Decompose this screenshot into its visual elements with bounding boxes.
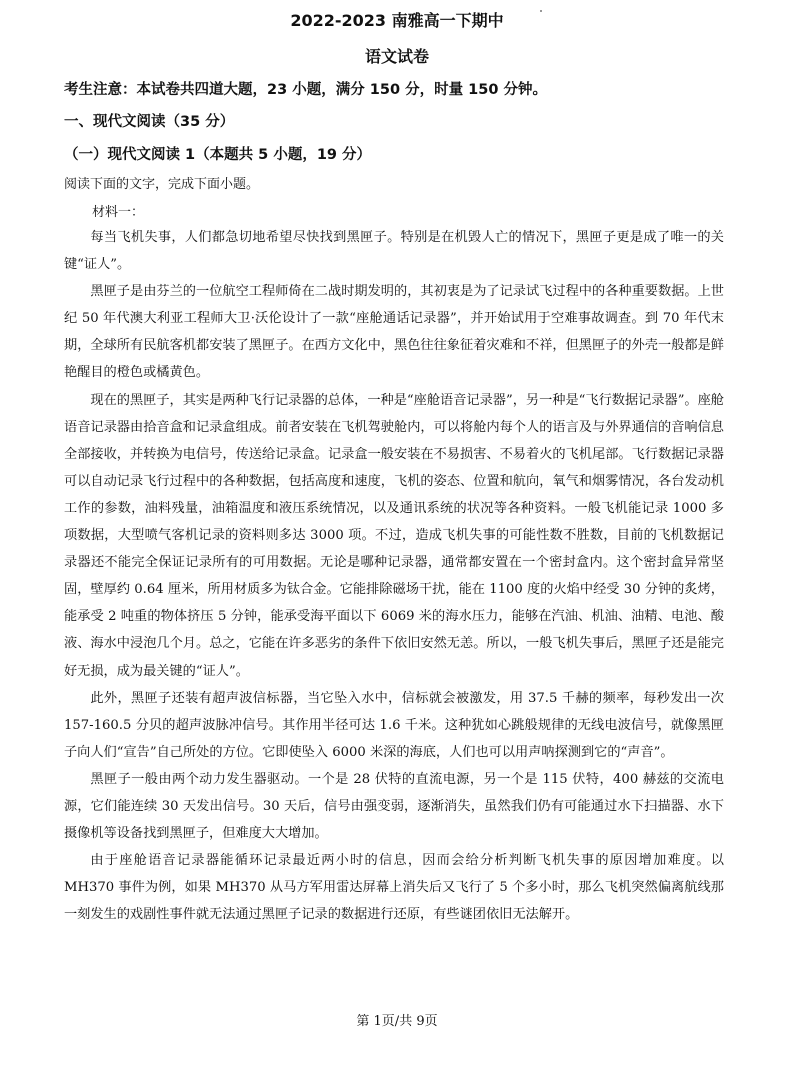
page-footer: 第 1页/共 9页 (356, 1014, 438, 1029)
paragraph: 黑匣子一般由两个动力发生器驱动。一个是 28 伏特的直流电源，另一个是 115 伏特，400 赫兹的交流电源，它们能连续 30 天发出信号。30 天后，信号由强变弱，逐渐消失，虽然我们仍有可能通过水下扫描器、水下摄像机等设备找到黑匣子，但难度大大增加。 (64, 771, 724, 842)
exam-notice: 考生注意：本试卷共四道大题，23 小题，满分 150 分，时量 150 分钟。 (64, 82, 547, 98)
paragraph: 此外，黑匣子还装有超声波信标器，当它坠入水中，信标就会被激发，用 37.5 千赫的频率，每秒发出一次 157-160.5 分贝的超声波脉冲信号。其作用半径可达 1.6 千米。这种犹如心跳般规律的无线电波信号，就像黑匣子向人们“宣告”自己所处的方位。它即使坠入 6000 米深的海底，人们也可以用声呐探测到它的“声音”。 (64, 690, 724, 760)
paragraph: 黑匣子是由芬兰的一位航空工程师倚在二战时期发明的，其初衷是为了记录试飞过程中的各种重要数据。上世纪 50 年代澳大利亚工程师大卫·沃伦设计了一款“座舱通话记录器”，并开始试用于空难事故调查。到 70 年代末期，全球所有民航客机都安装了黑匣子。在西方文化中，黑色往往象征着灾难和不祥，但黑匣子的外壳一般都是鲜艳醒目的橙色或橘黄色。 (64, 284, 724, 381)
material-label: 材料一： (92, 205, 145, 220)
passage-body (64, 224, 724, 928)
paragraph: 每当飞机失事，人们都急切地希望尽快找到黑匣子。特别是在机毁人亡的情况下，黑匣子更是成了唯一的关键“证人”。 (64, 230, 724, 273)
subsection-heading: （一）现代文阅读 1（本题共 5 小题，19 分） (64, 147, 372, 163)
paragraph: 现在的黑匣子，其实是两种飞行记录器的总体，一种是“座舱语音记录器”，另一种是“飞行数据记录器”。座舱语音记录器由拾音盒和记录盒组成。前者安装在飞机驾驶舱内，可以将舱内每个人的语言及与外界通信的音响信息全部接收，并转换为电信号，传送给记录盒。记录盒一般安装在不易损害、不易着火的飞机尾部。飞行数据记录器可以自动记录飞行过程中的各种数据，包括高度和速度，飞机的姿态、位置和航向，氧气和烟雾情况，各台发动机工作的参数，油料残量，油箱温度和液压系统情况，以及通讯系统的状况等各种资料。一般飞机能记录 1000 多项数据，大型喷气客机记录的资料则多达 3000 项。不过，造成飞机失事的可能性数不胜数，目前的飞机数据记录器还不能完全保证记录所有的可用数据。无论是哪种记录器，通常都安置在一个密封盒内。这个密封盒异常坚固，壁厚约 0.64 厘米，所用材质多为钛合金。它能排除磁场干扰，能在 1100 度的火焰中经受 30 分钟的炙烤，能承受 2 吨重的物体挤压 5 分钟，能承受海平面以下 6069 米的海水压力，能够在汽油、机油、油精、电池、酸液、海水中浸泡几个月。总之，它能在许多恶劣的条件下依旧安然无恙。所以，一般飞机失事后，黑匣子还是能完好无损，成为最关键的“证人”。 (64, 392, 724, 679)
exam-subtitle: 语文试卷 (364, 47, 429, 66)
paragraph: 由于座舱语音记录器能循环记录最近两小时的信息，因而会给分析判断飞机失事的原因增加难度。以 MH370 事件为例，如果 MH370 从马方军用雷达屏幕上消失后又飞行了 5 个多小时，那么飞机突然偏离航线那一刻发生的戏剧性事件就无法通过黑匣子记录的数据进行还原，有些谜团依旧无法解开。 (64, 853, 724, 923)
reading-instruction: 阅读下面的文字，完成下面小题。 (64, 177, 260, 192)
exam-title: 2022-2023 南雅高一下期中 (290, 11, 504, 30)
section-heading: 一、现代文阅读（35 分） (64, 114, 235, 130)
